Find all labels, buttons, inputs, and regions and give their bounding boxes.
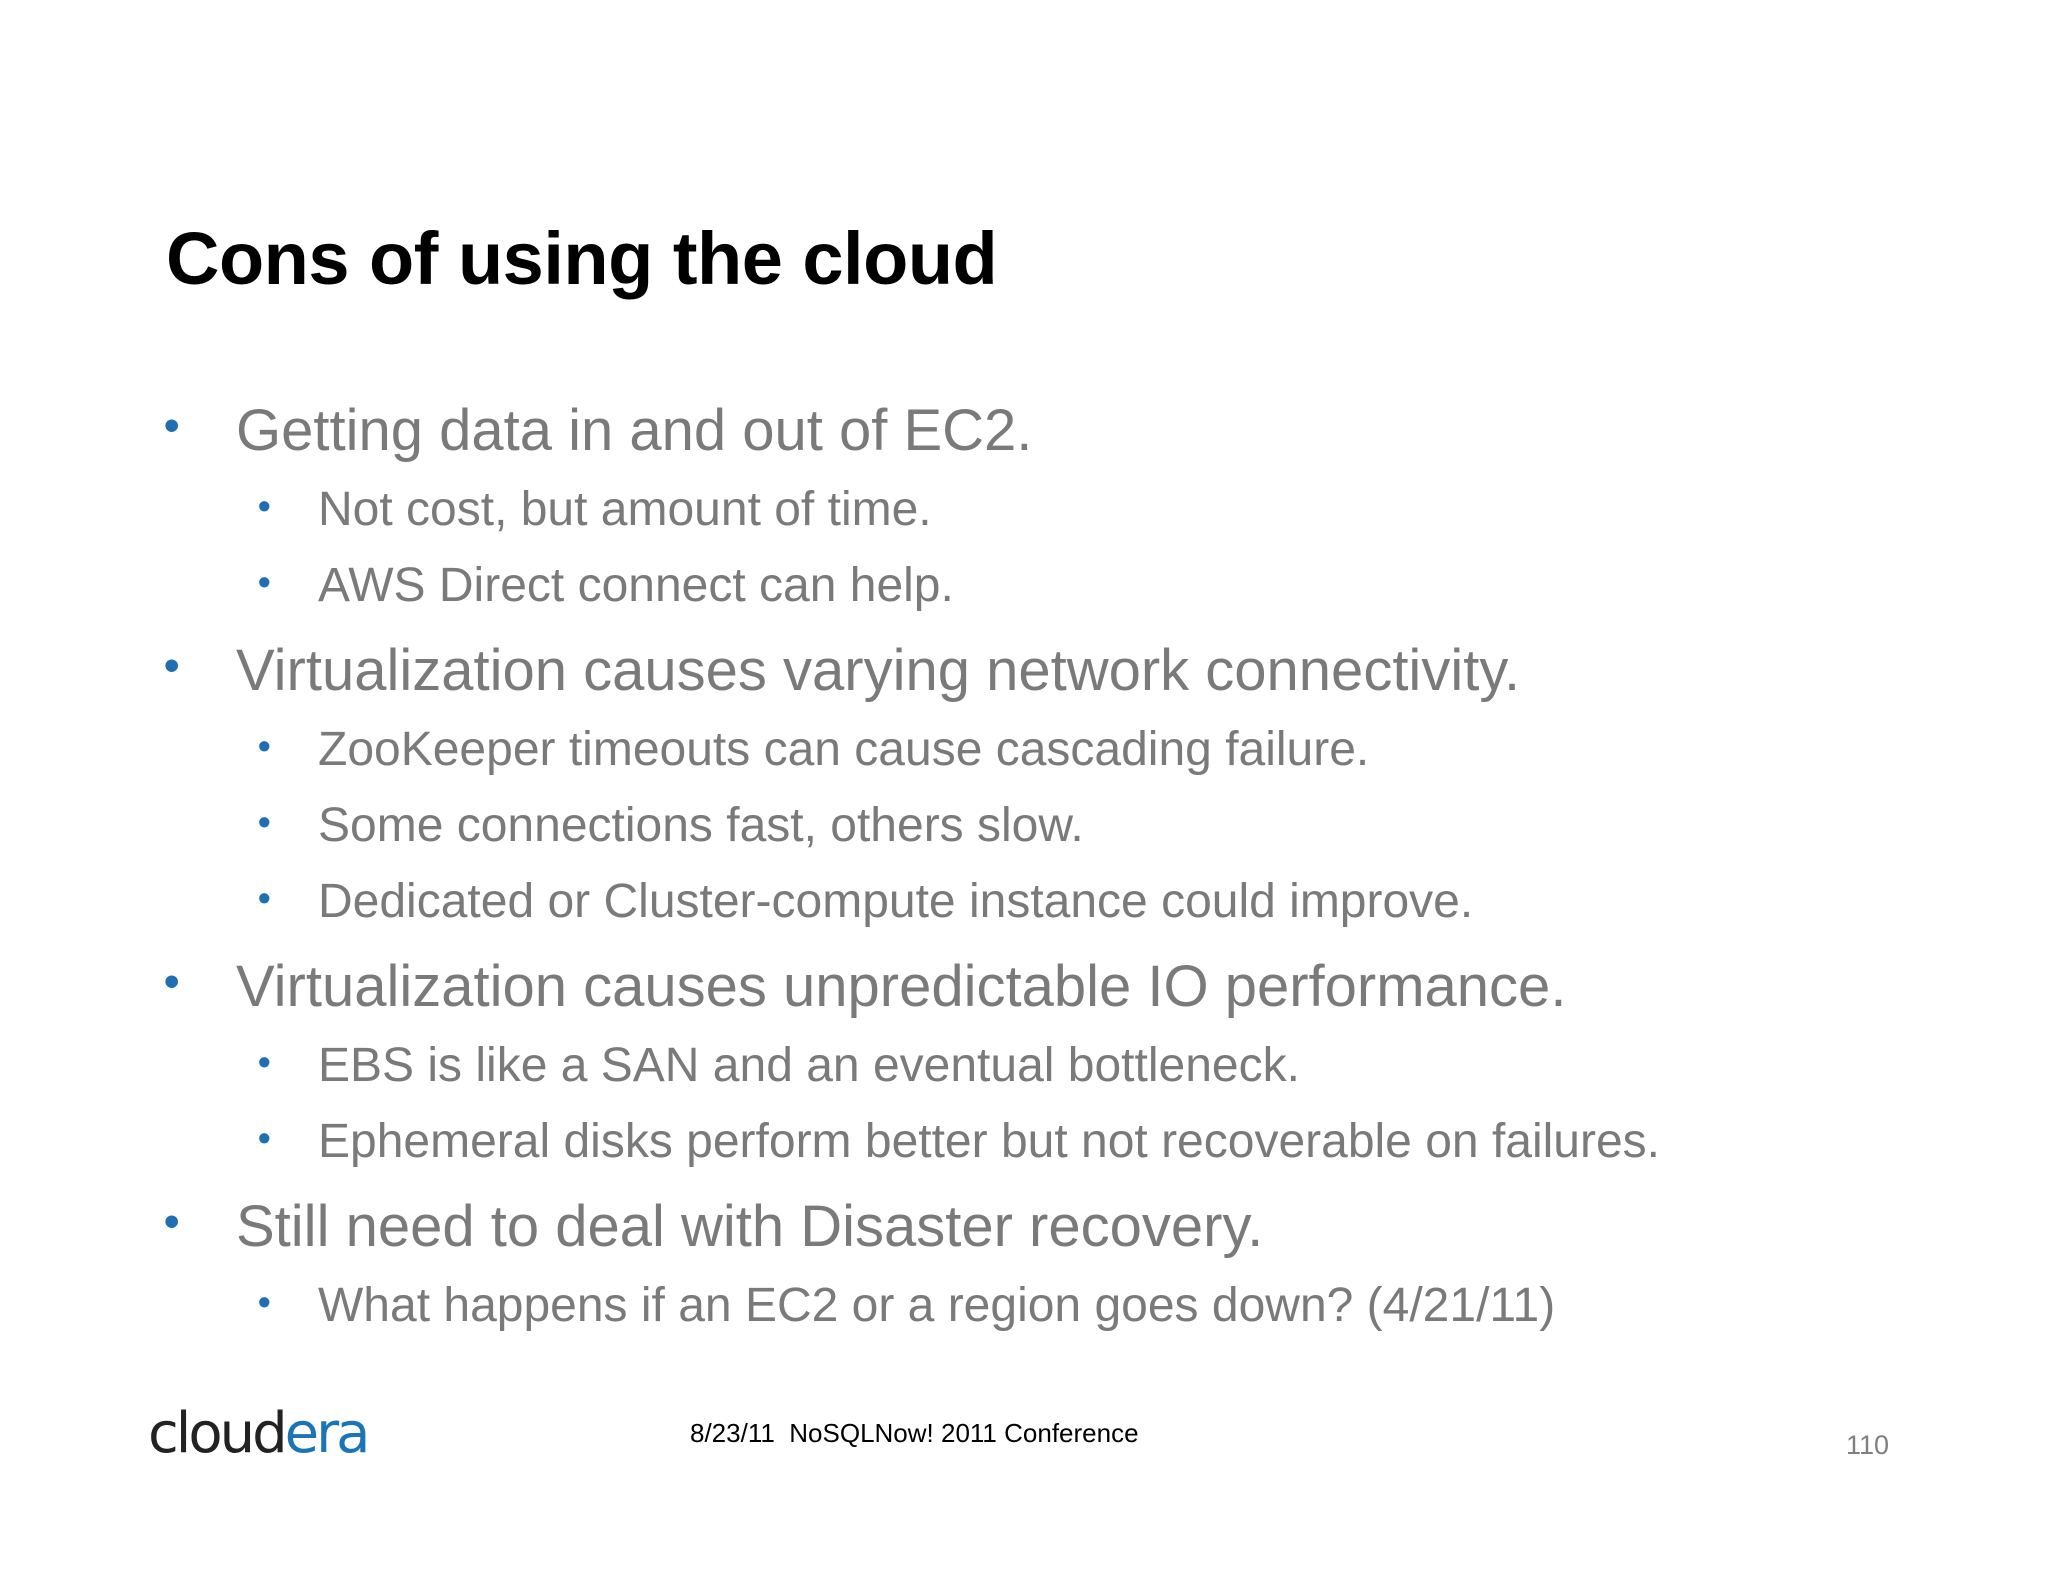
- bullet-text: What happens if an EC2 or a region goes down? (4/21/11): [318, 1279, 1556, 1332]
- sub-bullet-item: [258, 559, 954, 612]
- logo-text-cloud: cloud: [148, 1401, 285, 1466]
- bullet-dot-icon: •: [258, 485, 271, 526]
- bullet-text: Some connections fast, others slow.: [318, 799, 1084, 852]
- bullet-dot-icon: •: [258, 1281, 271, 1322]
- bullet-dot-icon: •: [258, 1041, 271, 1082]
- bullet-text: AWS Direct connect can help.: [318, 559, 954, 612]
- bullet-text: ZooKeeper timeouts can cause cascading failure.: [318, 723, 1370, 776]
- bullet-item: [164, 398, 1033, 463]
- bullet-text: Virtualization causes unpredictable IO performance.: [236, 954, 1567, 1019]
- logo-text-era: era: [284, 1401, 368, 1466]
- bullet-dot-icon: •: [258, 1117, 271, 1158]
- bullet-dot-icon: •: [164, 957, 180, 1006]
- bullet-text: Still need to deal with Disaster recovery.: [236, 1194, 1264, 1259]
- sub-bullet-item: [258, 799, 1084, 852]
- sub-bullet-item: [258, 1115, 1661, 1168]
- bullet-item: [164, 1194, 1264, 1259]
- bullet-dot-icon: •: [164, 401, 180, 450]
- bullet-item: [164, 954, 1567, 1019]
- sub-bullet-item: [258, 1279, 1556, 1332]
- page-number: 110: [1846, 1430, 1890, 1460]
- footer-date-event: 8/23/11 NoSQLNow! 2011 Conference: [690, 1418, 1139, 1448]
- bullet-text: Dedicated or Cluster-compute instance could improve.: [318, 875, 1474, 928]
- bullet-text: Not cost, but amount of time.: [318, 483, 932, 536]
- bullet-text: Virtualization causes varying network connectivity.: [236, 638, 1521, 703]
- sub-bullet-item: [258, 723, 1370, 776]
- bullet-dot-icon: •: [258, 801, 271, 842]
- sub-bullet-item: [258, 1039, 1300, 1092]
- bullet-dot-icon: •: [258, 877, 271, 918]
- bullet-dot-icon: •: [164, 1197, 180, 1246]
- cloudera-logo: [148, 1401, 368, 1466]
- bullet-text: EBS is like a SAN and an eventual bottleneck.: [318, 1039, 1300, 1092]
- bullet-text: Getting data in and out of EC2.: [236, 398, 1033, 463]
- bullet-dot-icon: •: [258, 561, 271, 602]
- bullet-dot-icon: •: [164, 641, 180, 690]
- bullet-item: [164, 638, 1521, 703]
- sub-bullet-item: [258, 483, 932, 536]
- bullet-dot-icon: •: [258, 725, 271, 766]
- sub-bullet-item: [258, 875, 1474, 928]
- bullet-text: Ephemeral disks perform better but not recoverable on failures.: [318, 1115, 1661, 1168]
- slide-title: Cons of using the cloud: [166, 217, 998, 300]
